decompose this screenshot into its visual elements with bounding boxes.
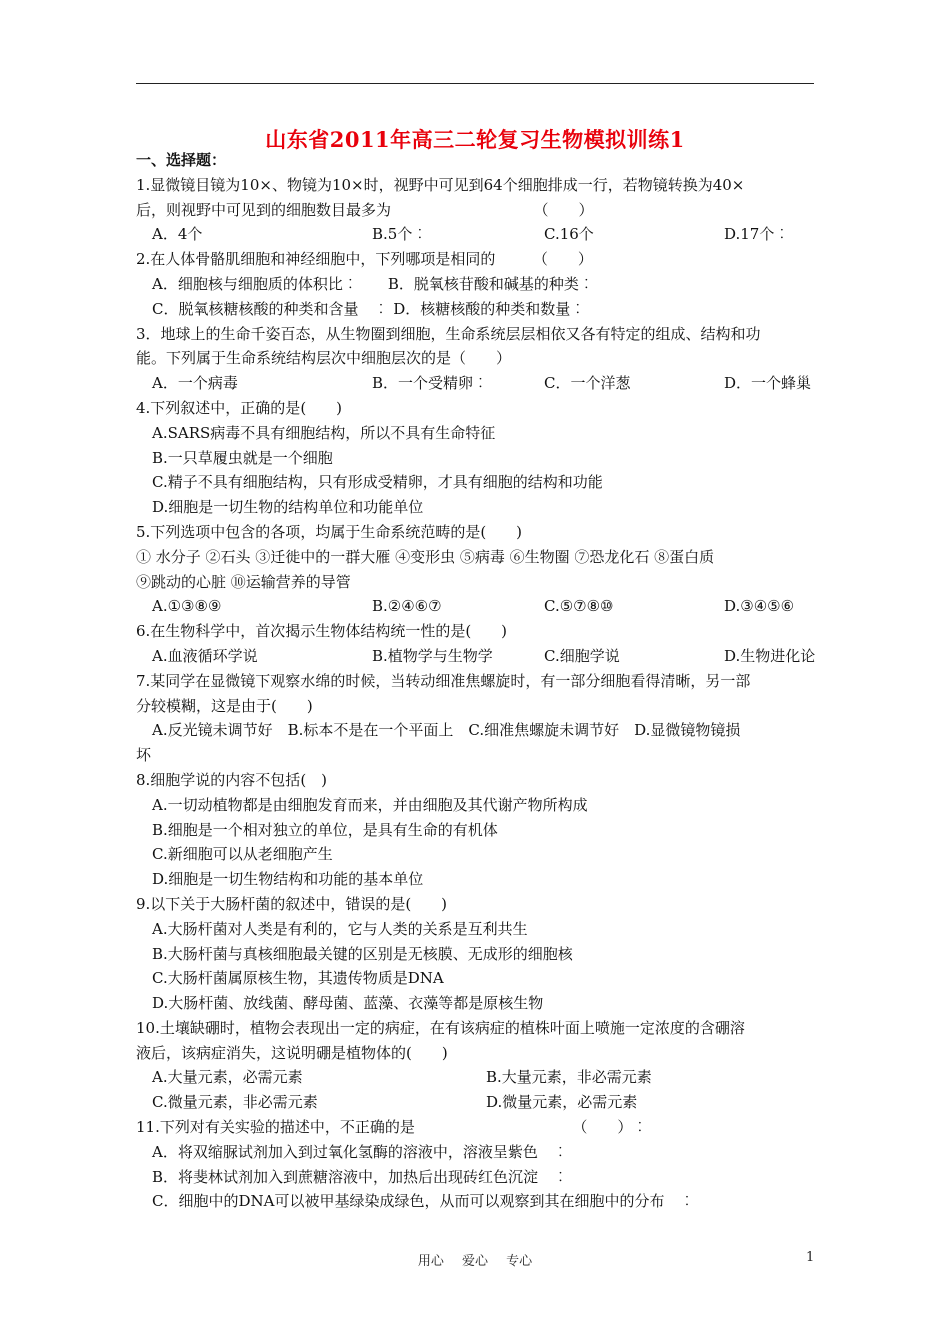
question-line: ⑨跳动的心脏 ⑩运输营养的导管: [136, 572, 351, 591]
option-line: C．细胞中的DNA可以被甲基绿染成绿色，从而可以观察到其在细胞中的分布 ︰: [152, 1192, 695, 1211]
option-line: C.新细胞可以从老细胞产生: [152, 845, 333, 864]
option-line: A.反光镜未调节好 B.标本不是在一个平面上 C.细准焦螺旋未调节好 D.显微镜物镜损: [152, 721, 741, 740]
option-row: [136, 1090, 816, 1115]
page-number: 1: [806, 1250, 815, 1265]
question-line: 9.以下关于大肠杆菌的叙述中，错误的是( ): [136, 894, 448, 913]
option-choice: D.③④⑤⑥: [724, 597, 795, 616]
option-choice: A.大量元素，必需元素: [152, 1068, 303, 1087]
question-line: 后，则视野中可见到的细胞数目最多为 （ ）: [136, 200, 594, 219]
question-line: 分较模糊，这是由于( ): [136, 696, 313, 715]
option-line: A．细胞核与细胞质的体积比︰ B．脱氧核苷酸和碱基的种类︰: [152, 274, 594, 293]
option-row: [136, 594, 816, 619]
option-line: D.细胞是一切生物的结构单位和功能单位: [152, 498, 424, 517]
option-choice: B.植物学与生物学: [372, 646, 493, 665]
option-choice: C.16个: [544, 225, 594, 244]
question-line: 5.下列选项中包含的各项，均属于生命系统范畴的是( ): [136, 522, 523, 541]
option-choice: D.微量元素，必需元素: [486, 1093, 638, 1112]
option-line: D.大肠杆菌、放线菌、酵母菌、蓝藻、衣藻等都是原核生物: [152, 994, 544, 1013]
option-choice: B.②④⑥⑦: [372, 597, 442, 616]
option-line: A.SARS病毒不具有细胞结构，所以不具有生命特征: [152, 423, 496, 442]
option-choice: C.微量元素，非必需元素: [152, 1093, 318, 1112]
question-line: 2.在人体骨骼肌细胞和神经细胞中，下列哪项是相同的 （ ）: [136, 250, 593, 269]
option-line: B.一只草履虫就是一个细胞: [152, 448, 333, 467]
option-line: D.细胞是一切生物结构和功能的基本单位: [152, 870, 424, 889]
option-choice: A.①③⑧⑨: [152, 597, 222, 616]
option-line: A．将双缩脲试剂加入到过氧化氢酶的溶液中，溶液呈紫色 ︰: [152, 1142, 568, 1161]
option-choice: B.5个︰: [372, 225, 428, 244]
section-heading: 一、选择题：: [136, 151, 227, 169]
question-line: ① 水分子 ②石头 ③迁徙中的一群大雁 ④变形虫 ⑤病毒 ⑥生物圈 ⑦恐龙化石 ⑧蛋白质: [136, 547, 715, 566]
option-line: A.大肠杆菌对人类是有利的，它与人类的关系是互利共生: [152, 919, 528, 938]
question-line: 8.细胞学说的内容不包括( ): [136, 770, 328, 789]
option-choice: C.⑤⑦⑧⑩: [544, 597, 614, 616]
option-row: [136, 1065, 816, 1090]
option-row: [136, 644, 816, 669]
option-choice: A.血液循环学说: [152, 646, 258, 665]
option-line: B.大肠杆菌与真核细胞最关键的区别是无核膜、无成形的细胞核: [152, 944, 573, 963]
option-choice: B．一个受精卵︰: [372, 374, 489, 393]
option-line: C.精子不具有细胞结构，只有形成受精卵，才具有细胞的结构和功能: [152, 473, 603, 492]
option-choice: D.17个︰: [724, 225, 790, 244]
option-line: C．脱氧核糖核酸的种类和含量 ︰ D．核糖核酸的种类和数量︰: [152, 299, 586, 318]
page-title: 山东省2011年高三二轮复习生物模拟训练1: [265, 127, 685, 152]
option-choice: C.细胞学说: [544, 646, 620, 665]
question-line: 液后，该病症消失，这说明硼是植物体的( ): [136, 1043, 448, 1062]
option-choice: D．一个蜂巢: [724, 374, 812, 393]
question-line: 能。下列属于生命系统结构层次中细胞层次的是（ ）: [136, 349, 512, 368]
question-line: 6.在生物科学中，首次揭示生物体结构统一性的是( ): [136, 622, 508, 641]
footer-motto: 用心 爱心 专心: [417, 1254, 533, 1269]
option-line: B.细胞是一个相对独立的单位，是具有生命的有机体: [152, 820, 498, 839]
option-row: [136, 222, 816, 247]
header-rule: [136, 83, 814, 84]
question-line: 坏: [136, 746, 152, 765]
question-line: 11.下列对有关实验的描述中，不正确的是 （ ）︰: [136, 1118, 648, 1137]
option-choice: B.大量元素，非必需元素: [486, 1068, 652, 1087]
option-choice: D.生物进化论: [724, 646, 816, 665]
question-line: 1.显微镜目镜为10×、物镜为10×时，视野中可见到64个细胞排成一行，若物镜转换为40×: [136, 175, 745, 194]
option-choice: C．一个洋葱: [544, 374, 631, 393]
question-body: [136, 148, 816, 1214]
option-line: C.大肠杆菌属原核生物，其遗传物质是DNA: [152, 969, 444, 988]
question-line: 3．地球上的生命千姿百态，从生物圈到细胞，生命系统层层相依又各有特定的组成、结构和功: [136, 324, 761, 343]
option-choice: A．一个病毒: [152, 374, 238, 393]
question-line: 7.某同学在显微镜下观察水绵的时候，当转动细准焦螺旋时，有一部分细胞看得清晰，另一部: [136, 671, 751, 690]
option-choice: A．4个: [152, 225, 203, 244]
question-line: 4.下列叙述中，正确的是( ): [136, 398, 343, 417]
option-row: [136, 371, 816, 396]
option-line: A.一切动植物都是由细胞发育而来，并由细胞及其代谢产物所构成: [152, 795, 588, 814]
question-line: 10.土壤缺硼时，植物会表现出一定的病症，在有该病症的植株叶面上喷施一定浓度的含硼溶: [136, 1018, 745, 1037]
option-line: B．将斐林试剂加入到蔗糖溶液中，加热后出现砖红色沉淀 ︰: [152, 1167, 569, 1186]
